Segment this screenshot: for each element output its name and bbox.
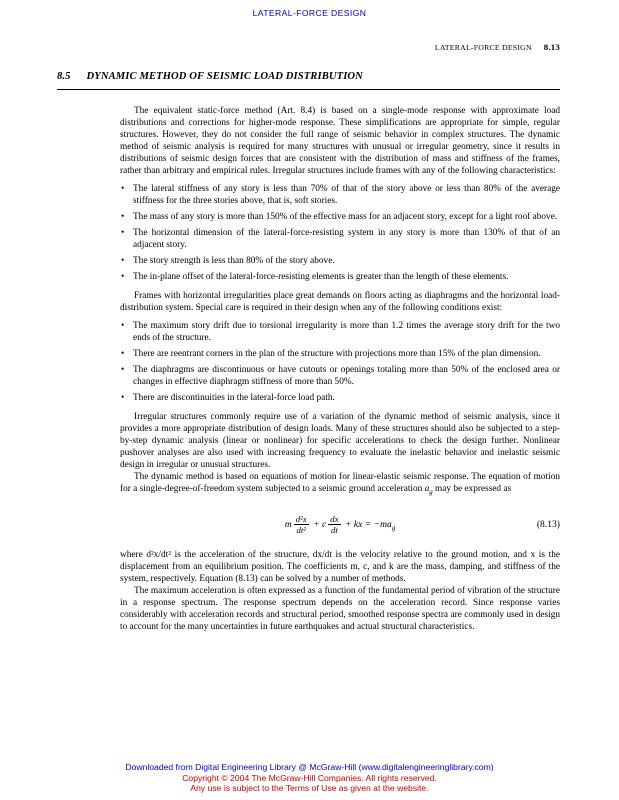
bullet-icon: • [121,211,125,222]
irregular-characteristics-list [120,183,560,283]
eq-tail-subscript: g [391,524,396,532]
top-chapter-link[interactable]: LATERAL-FORCE DESIGN [252,8,367,18]
equation-8-13 [120,514,560,536]
bullet-icon: • [121,271,125,282]
special-care-conditions-list [120,320,560,404]
list-item [121,392,560,404]
eq-tail-terms: + kx = −ma [344,519,392,531]
paragraph-dynamic-variation: Irregular structures commonly require use of a variation of the dynamic method of seismic analysis, since it provides a more appropriate distribution of design loads. Many of these structures should also be subjected to a step-by-step dynamic analysis (linear or nonlinear) for specific accelerations to check the design further. Nonlinear pushover analyses are also used with increasing frequency to evaluate the inelastic behavior and inelastic seismic design in irregular or unusual structures. [120,412,560,470]
list-item [121,227,560,251]
eq-plus-operator: + [313,519,320,531]
list-item-text: The diaphragms are discontinuous or have cutouts or openings totaling more than 50% of the enclosed area or changes in effective diaphragm stiffness of more than 50%. [133,365,560,387]
running-header-title: LATERAL-FORCE DESIGN [434,43,532,52]
section-heading [57,71,560,82]
page-number: 8.13 [543,42,560,52]
eq-damping-term: c [321,519,327,531]
bullet-icon: • [121,183,125,194]
bullet-icon: • [121,255,125,266]
bullet-icon: • [121,364,125,375]
eq-velocity-fraction [328,514,340,536]
running-header [57,42,560,52]
list-item-text: The lateral stiffness of any story is less than 70% of that of the story above or less than 80% of the average stiffness for the three stories above, that is, soft stories. [133,184,560,206]
list-item-text: The in-plane offset of the lateral-force-resisting elements is greater than the length of these elements. [133,272,509,282]
variable-a-subscript: g [429,488,433,496]
paragraph-equation-intro [120,471,560,499]
list-item-text: The maximum story drift due to torsional irregularity is more than 1.2 times the average story drift for the two ends of the structure. [133,321,560,343]
list-item [121,364,560,388]
footer-copyright: Copyright © 2004 The McGraw-Hill Companies. All rights reserved. [182,772,437,783]
list-item-text: The mass of any story is more than 150% of the effective mass for an adjacent story, except for a light roof above. [133,212,558,222]
eq-frac2-numerator: dx [330,513,339,524]
variable-a: a [424,484,430,494]
list-item [121,211,560,223]
list-item [121,183,560,207]
paragraph-horizontal-irregularities: Frames with horizontal irregularities place great demands on floors acting as diaphragms and the horizontal load-distribution system. Special care is required in their design when any of the following conditions exist: [120,291,560,313]
bullet-icon: • [121,392,125,403]
bullet-icon: • [121,348,125,359]
footer-download-link[interactable]: Downloaded from Digital Engineering Library @ McGraw-Hill (www.digitalengineeringlibrary.com) [125,762,494,772]
footer-terms-notice: Any use is subject to the Terms of Use as given at the website. [190,783,429,794]
list-item [121,255,560,267]
page-footer [0,762,619,794]
paragraph-where-definitions: where d²x/dt² is the acceleration of the structure, dx/dt is the velocity relative to the ground motion, and x is the displacement from an equilibrium position. The coefficients m, c, and k are the mass, damping, and stiffness of the system, respectively. Equation (8.13) can be solved by a number of methods. [120,549,560,584]
eq-acceleration-fraction [294,514,309,536]
eq-mass-term: m [284,519,292,531]
list-item-text: There are discontinuities in the lateral-force load path. [133,393,335,403]
list-item-text: There are reentrant corners in the plan of the structure with projections more than 15% of the plan dimension. [133,349,541,359]
equation-intro-tail: may be expressed as [432,484,512,494]
list-item [121,320,560,344]
section-number: 8.5 [57,71,71,82]
body-text [120,105,560,633]
list-item [121,271,560,283]
paragraph-intro: The equivalent static-force method (Art. 8.4) is based on a single-mode response with approximate load distributions and corrections for higher-mode response. These simplifications are appropriate for simple, regular structures. However, they do not consider the full range of seismic behavior in complex structures. The dynamic method of seismic analysis is required for many structures with unusual or irregular geometry, since it results in distributions of seismic design forces that are consistent with the distribution of mass and stiffness of the frames, rather than arbitrary and empirical rules. Irregular structures include frames with any of the following characteristics: [120,106,560,176]
bullet-icon: • [121,320,125,331]
eq-frac1-numerator: d²x [295,513,307,524]
paragraph-response-spectrum: The maximum acceleration is often expressed as a function of the fundamental period of vibration of the structure in a response spectrum. The response spectrum depends on the acceleration record. Since response varies considerably with acceleration records and structural period, smoothed response spectra are commonly used in design to account for the many uncertainties in future earthquakes and actual structural characteristics. [120,585,560,632]
list-item [121,348,560,360]
section-title: DYNAMIC METHOD OF SEISMIC LOAD DISTRIBUTION [86,71,363,82]
equation-intro-text: The dynamic method is based on equations of motion for linear-elastic seismic response. The equation of motion for a single-degree-of-freedom system subjected to a seismic ground acceleration [120,472,560,494]
list-item-text: The story strength is less than 80% of the story above. [133,256,335,266]
bullet-icon: • [121,227,125,238]
eq-frac1-denominator: dt² [296,525,306,536]
equation-number: (8.13) [536,518,560,530]
list-item-text: The horizontal dimension of the lateral-force-resisting system in any story is more than 130% of that of an adjacent story. [133,228,560,250]
heading-rule [57,89,560,90]
page-content [57,42,560,633]
eq-frac2-denominator: dt [330,525,338,536]
